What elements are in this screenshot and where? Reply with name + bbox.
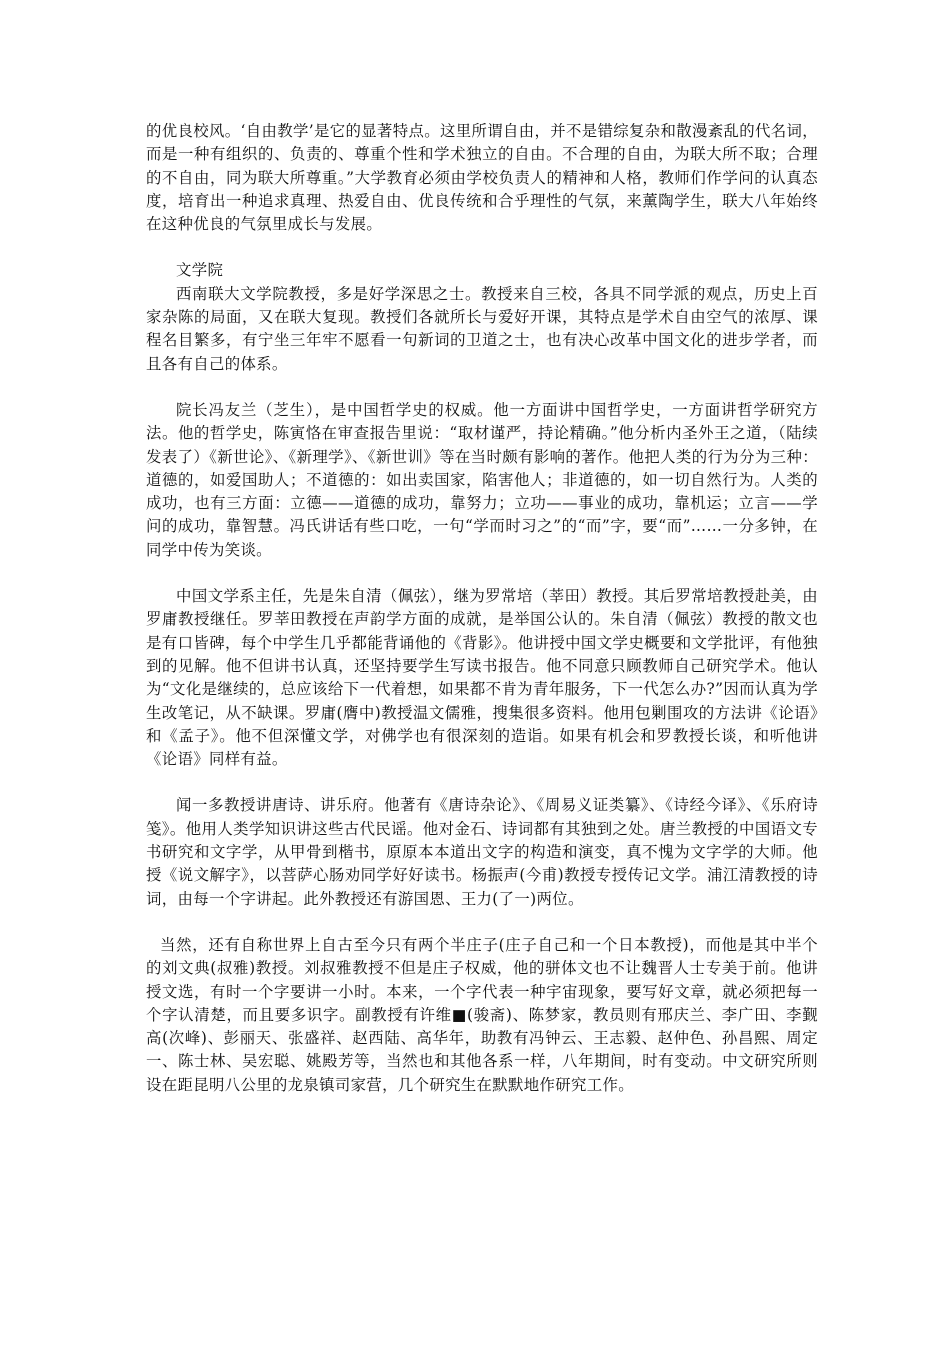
paragraph-gap bbox=[146, 236, 818, 259]
paragraph-school-spirit: 的优良校风。‘自由教学’是它的显著特点。这里所谓自由，并不是错综复杂和散漫紊乱的代名词，而是一种有组织的、负责的、尊重个性和学术独立的自由。不合理的自由，为联大所不取；合理的不自由，同为联大所尊重。”大学教育必须由学校负责人的精神和人格，教师们作学问的认真态度，培育出一种追求真理、热爱自由、优良传统和合乎理性的气氛，来薰陶学生，联大八年始终在这种优良的气氛里成长与发展。 bbox=[146, 122, 818, 234]
paragraph-gap bbox=[146, 562, 818, 585]
paragraph-wen-yiduo: 闻一多教授讲唐诗、讲乐府。他著有《唐诗杂论》、《周易义证类纂》、《诗经今译》、《乐府诗笺》。他用人类学知识讲这些古代民谣。他对金石、诗词都有其独到之处。唐兰教授的中国语文专书研究和文字学，从甲骨到楷书，原原本本道出文字的构造和演变，真不愧为文字学的大师。他授《说文解字》，以菩萨心肠劝同学好好读书。杨振声(今甫)教授专授传记文学。浦江清教授的诗词，由每一个字讲起。此外教授还有游国恩、王力(了一)两位。 bbox=[146, 796, 818, 908]
section-heading: 文学院 bbox=[176, 261, 224, 280]
paragraph-gap bbox=[146, 376, 818, 399]
document-page bbox=[146, 120, 818, 1097]
paragraph-faculty-overview: 西南联大文学院教授，多是好学深思之士。教授来自三校，各具不同学派的观点，历史上百家杂陈的局面，又在联大复现。教授们各就所长与爱好开课，其特点是学术自由空气的浓厚、课程名目繁多，有宁坐三年牢不愿看一句新词的卫道之士，也有决心改革中国文化的进步学者，而且各有自己的体系。 bbox=[146, 284, 818, 373]
paragraph-chinese-literature-dept: 中国文学系主任，先是朱自清（佩弦），继为罗常培（莘田）教授。其后罗常培教授赴美，由罗庸教授继任。罗莘田教授在声韵学方面的成就，是举国公认的。朱自清（佩弦）教授的散文也是有口皆碑，每个中学生几乎都能背诵他的《背影》。他讲授中国文学史概要和文学批评，有他独到的见解。他不但讲书认真，还坚持要学生写读书报告。他不同意只顾教师自己研究学术。他认为“文化是继续的，总应该给下一代着想，如果都不肯为青年服务，下一代怎么办?”因而认真为学生改笔记，从不缺课。罗庸(膺中)教授温文儒雅，搜集很多资料。他用包剿围攻的方法讲《论语》和《孟子》。他不但深懂文学，对佛学也有很深刻的造诣。如果有机会和罗教授长谈，和听他讲《论语》同样有益。 bbox=[146, 587, 818, 769]
paragraph-liu-wendian: 当然，还有自称世界上自古至今只有两个半庄子(庄子自己和一个日本教授)，而他是其中半个的刘文典(叔雅)教授。刘叔雅教授不但是庄子权威，他的骈体文也不让魏晋人士专美于前。他讲授文选，有时一个字要讲一小时。本来，一个字代表一种宇宙现象，要写好文章，就必须把每一个字认清楚，而且要多识字。副教授有许维■(骏斋)、陈梦家，教员则有邢庆兰、李广田、李觐高(次峰)、彭丽天、张盛祥、赵西陆、高华年，助教有冯钟云、王志毅、赵仲色、孙昌熙、周定一、陈士林、吴宏聪、姚殿芳等，当然也和其他各系一样，八年期间，时有变动。中文研究所则设在距昆明八公里的龙泉镇司家营，几个研究生在默默地作研究工作。 bbox=[146, 935, 818, 1094]
paragraph-feng-youlan: 院长冯友兰（芝生），是中国哲学史的权威。他一方面讲中国哲学史，一方面讲哲学研究方法。他的哲学史，陈寅恪在审查报告里说：“取材谨严，持论精确。”他分析内圣外王之道，（陆续发表了）《新世论》、《新理学》、《新世训》等在当时颇有影响的著作。他把人类的行为分为三种：道德的，如爱国助人；不道德的：如出卖国家，陷害他人；非道德的，如一切自然行为。人类的成功，也有三方面：立德——道德的成功，靠努力；立功——事业的成功，靠机运；立言——学问的成功，靠智慧。冯氏讲话有些口吃，一句“学而时习之”的“而”字，要“而”……一分多钟，在同学中传为笑谈。 bbox=[146, 400, 818, 559]
paragraph-gap bbox=[146, 771, 818, 794]
paragraph-gap bbox=[146, 911, 818, 934]
